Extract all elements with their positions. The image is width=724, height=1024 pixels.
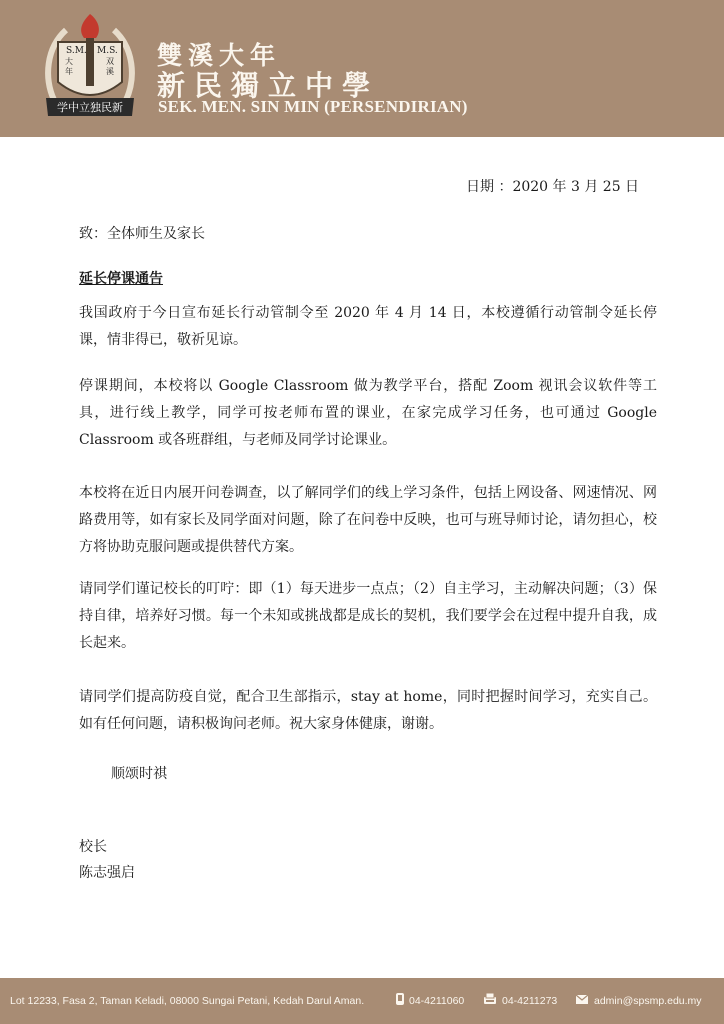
footer-email[interactable]: admin@spsmp.edu.my xyxy=(594,995,702,1007)
letterhead xyxy=(0,0,724,137)
paragraph-5: 请同学们提高防疫自觉，配合卫生部指示，stay at home，同时把握时间学习，充实自己。如有任何问题，请积极询问老师。祝大家身体健康，谢谢。 xyxy=(79,689,657,732)
footer-phone[interactable]: 04-4211060 xyxy=(409,995,465,1007)
fax-icon xyxy=(483,992,497,1006)
svg-text:S.M.: S.M. xyxy=(66,46,87,56)
letter-recipient: 致：全体师生及家长 xyxy=(79,226,205,242)
svg-text:学中立独民新: 学中立独民新 xyxy=(57,101,123,114)
svg-text:年: 年 xyxy=(65,67,73,76)
svg-text:双: 双 xyxy=(106,57,114,66)
paragraph-3: 本校将在近日内展开问卷调查，以了解同学们的线上学习条件，包括上网设备、网速情况、网路费用等，如有家长及同学面对问题，除了在问卷中反映，也可与班导师讨论，请勿担心，校方将协助克服问题或提供替代方案。 xyxy=(79,485,657,555)
letter-footer xyxy=(0,978,724,1024)
school-name-english: SEK. MEN. SIN MIN (PERSENDIRIAN) xyxy=(158,97,468,116)
paragraph-4: 请同学们谨记校长的叮咛：即（1）每天进步一点点；（2）自主学习，主动解决问题；（3）保持自律，培养好习惯。每一个未知或挑战都是成长的契机，我们要学会在过程中提升自我，成长起来。 xyxy=(79,581,657,651)
svg-text:溪: 溪 xyxy=(106,67,114,76)
notice-title: 延长停课通告 xyxy=(79,271,163,287)
signature-name: 陈志强启 xyxy=(79,865,135,881)
paragraph-1: 我国政府于今日宣布延长行动管制令至 2020 年 4 月 14 日，本校遵循行动管制令延长停课，情非得已，敬祈见谅。 xyxy=(79,305,657,348)
svg-text:大: 大 xyxy=(65,57,73,66)
closing-salutation: 顺颂时祺 xyxy=(111,766,167,782)
svg-text:M.S.: M.S. xyxy=(97,46,118,56)
letter-date: 日期 ：2020 年 3 月 25 日 xyxy=(466,179,640,195)
footer-address: Lot 12233, Fasa 2, Taman Keladi, 08000 Sungai Petani, Kedah Darul Aman. xyxy=(10,995,365,1007)
signature-title: 校长 xyxy=(79,839,107,855)
school-crest-logo xyxy=(40,8,140,126)
paragraph-2: 停课期间，本校将以 Google Classroom 做为教学平台，搭配 Zoom 视讯会议软件等工具，进行线上教学，同学可按老师布置的课业，在家完成学习任务，也可通过 Google Classroom 或各班群组，与老师及同学讨论课业。 xyxy=(79,378,657,448)
school-name-chinese-location: 雙溪大年 xyxy=(157,41,282,70)
phone-icon xyxy=(393,992,407,1006)
mail-icon xyxy=(575,992,589,1006)
school-name-chinese: 新民獨立中學 xyxy=(157,69,380,102)
footer-fax[interactable]: 04-4211273 xyxy=(502,995,558,1007)
